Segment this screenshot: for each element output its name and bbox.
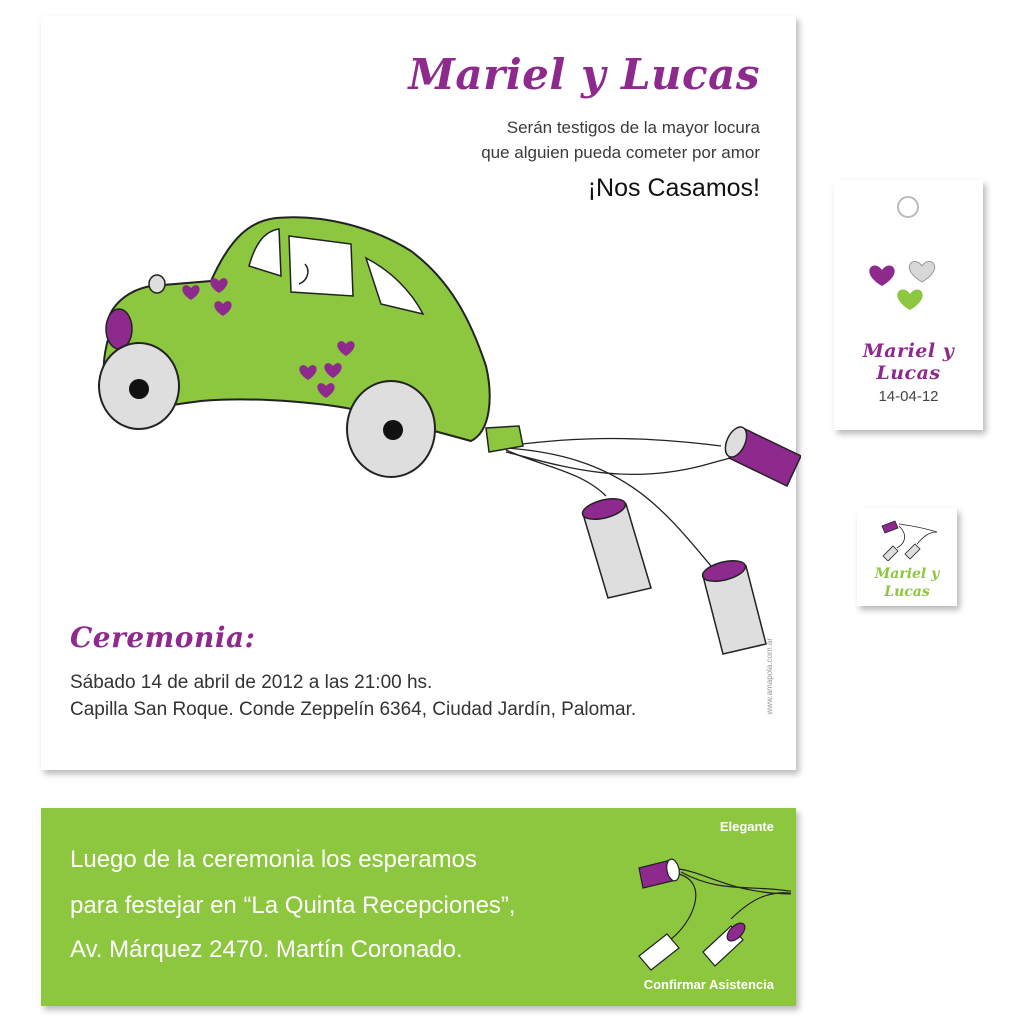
tin-cans-icon <box>879 516 939 561</box>
wedding-car-illustration <box>61 196 801 666</box>
gift-tag-card <box>834 180 983 430</box>
rsvp-label: Confirmar Asistencia <box>643 977 774 992</box>
style-label: Elegante <box>719 819 774 834</box>
tag-date: 14-04-12 <box>878 388 939 405</box>
sticker-card <box>857 508 957 606</box>
invitation-card <box>41 16 796 770</box>
reception-address: Av. Márquez 2470. Martín Coronado. <box>70 936 463 963</box>
ceremony-date-time: Sábado 14 de abril de 2012 a las 21:00 hs. <box>70 672 433 693</box>
subtitle-line-2: que alguien pueda cometer por amor <box>481 143 760 162</box>
sticker-name-line-1: Mariel y <box>874 566 940 582</box>
sticker-name-line-2: Lucas <box>884 584 930 600</box>
tin-can-icon <box>721 424 801 486</box>
tag-hole <box>897 196 919 218</box>
tin-can-icon <box>700 557 766 654</box>
reception-card <box>41 808 796 1006</box>
headline: ¡Nos Casamos! <box>587 174 760 202</box>
tin-cans-icon <box>631 844 791 974</box>
website-credit: www.amapola.com.ar <box>765 638 774 715</box>
tag-couple-names: Mariel y Lucas <box>862 340 955 384</box>
reception-line-1: Luego de la ceremonia los esperamos <box>70 846 477 873</box>
car-icon <box>99 217 523 477</box>
subtitle-line-1: Serán testigos de la mayor locura <box>506 118 760 137</box>
couple-names-title: Mariel y Lucas <box>408 50 760 99</box>
tin-can-icon <box>580 495 651 598</box>
ceremony-title: Ceremonia: <box>70 621 256 654</box>
reception-line-2: para festejar en “La Quinta Recepciones”, <box>70 892 516 919</box>
ceremony-location: Capilla San Roque. Conde Zeppelín 6364, Ciudad Jardín, Palomar. <box>70 699 637 720</box>
hearts-icon <box>868 256 948 316</box>
